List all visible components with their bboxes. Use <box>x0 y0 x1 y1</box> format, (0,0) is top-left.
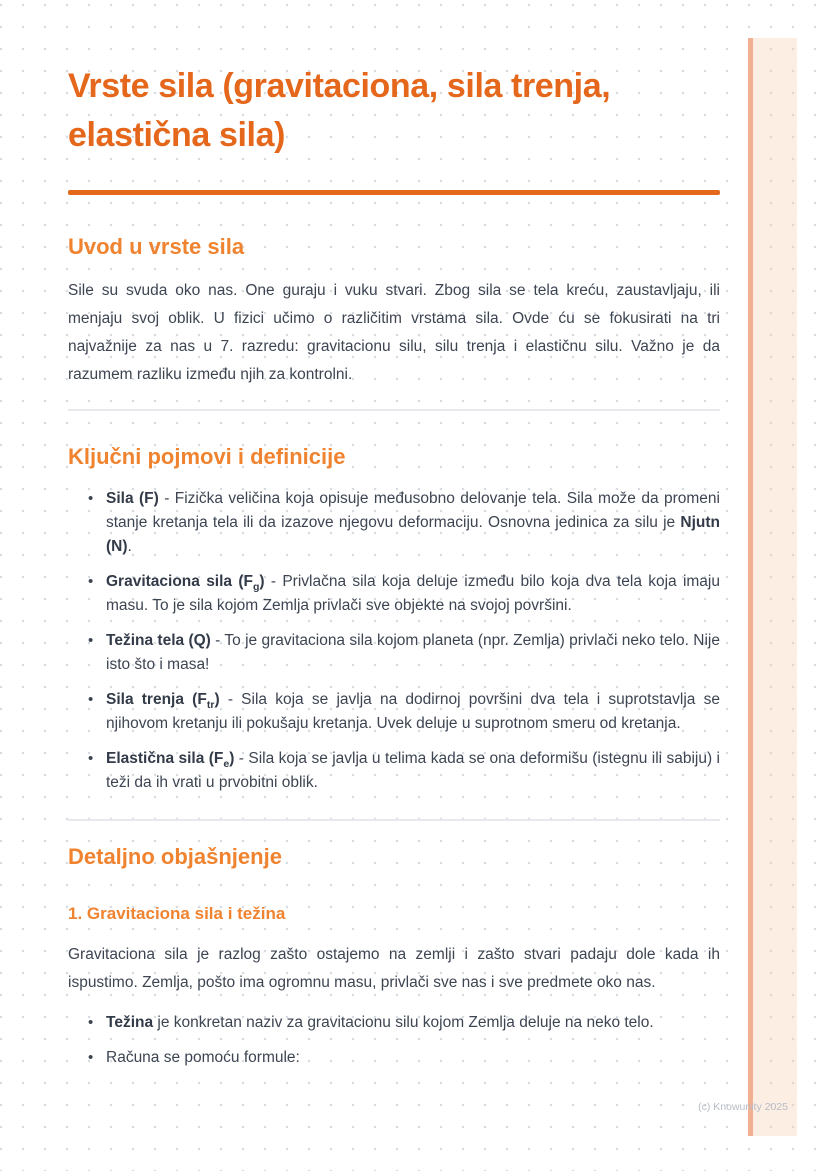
bullet-marker: • <box>88 1014 94 1031</box>
bullet-item <box>88 1046 720 1070</box>
text-segment: Težina tela (Q) <box>106 632 211 649</box>
text-segment: - Sila koja se javlja u telima kada se ona deformišu (istegnu ili sabiju) i teži da ih vrati u prvobitni oblik. <box>106 750 720 791</box>
bullet-marker: • <box>88 750 94 767</box>
paragraph-uvod: Sile su svuda oko nas. One guraju i vuku stvari. Zbog sila se tela kreću, zaustavljaju, ili menjaju svoj oblik. U fizici učimo o različitim vrstama sila. Ovde ću se fokusirati na tri najvažnije za nas u 7. razredu: gravitacionu silu, silu trenja i elastičnu silu. Važno je da razumem razliku između njih za kontrolni. <box>68 282 720 383</box>
subsection-heading-gravitacija: 1. Gravitaciona sila i težina <box>68 904 286 923</box>
text-segment: Računa se pomoću formule: <box>106 1049 300 1066</box>
section-heading-pojmovi: Ključni pojmovi i definicije <box>68 444 346 469</box>
bullet-item <box>88 1011 720 1035</box>
bullet-marker: • <box>88 1049 94 1066</box>
text-segment: - Fizička veličina koja opisuje međusobno delovanje tela. Sila može da promeni stanje kretanja tela ili da izazove njegovu deformaciju. Osnovna jedinica za silu je <box>106 490 720 531</box>
text-segment: . <box>127 538 132 555</box>
section-uvod <box>68 233 720 389</box>
page-title: Vrste sila (gravitaciona, sila trenja, elastična sila) <box>68 67 611 154</box>
bullet-item <box>88 629 720 677</box>
copyright: (c) Knowunity 2025 <box>698 1101 788 1113</box>
bullet-marker: • <box>88 632 94 649</box>
bullet-marker: • <box>88 691 94 708</box>
document-content <box>68 0 720 1081</box>
bullet-item <box>88 487 720 559</box>
bullet-item <box>88 747 720 795</box>
text-segment: ) <box>214 691 220 708</box>
definitions-list <box>68 487 720 795</box>
section-heading-detaljno: Detaljno objašnjenje <box>68 844 282 869</box>
text-segment: Sila trenja (F <box>106 691 207 708</box>
bullet-marker: • <box>88 490 94 507</box>
page-margin-stripe <box>748 38 797 1136</box>
text-segment: - Sila koja se javlja na dodirnoj površini dva tela i suprotstavlja se njihovom kretanju ili pokušaju kretanja. Uvek deluje u suprotnom smeru od kretanja. <box>106 691 720 732</box>
paragraph-gravitacija: Gravitaciona sila je razlog zašto ostajemo na zemlji i zašto stvari padaju dole kada ih ispustimo. Zemlja, pošto ima ogromnu masu, privlači sve nas i sve predmete oko nas. <box>68 946 720 991</box>
subscript-text: e <box>223 758 230 771</box>
bullet-marker: • <box>88 573 94 590</box>
section-heading-uvod: Uvod u vrste sila <box>68 234 245 259</box>
subscript-text: g <box>252 581 260 594</box>
text-segment: je konkretan naziv za gravitacionu silu kojom Zemlja deluje na neko telo. <box>153 1014 654 1031</box>
section-detaljno <box>68 843 720 1070</box>
gravity-notes-list <box>68 1011 720 1070</box>
text-segment: Gravitaciona sila (F <box>106 573 253 590</box>
title-divider <box>68 190 720 195</box>
text-segment: Elastična sila (F <box>106 750 224 767</box>
text-segment: - Privlačna sila koja deluje između bilo koja dva tela koja imaju masu. To je sila kojom Zemlja privlači sve objekte na svojoj površini. <box>106 573 720 614</box>
text-segment: Težina <box>106 1014 154 1031</box>
subscript-text: tr <box>206 699 215 712</box>
section-pojmovi <box>68 443 720 795</box>
text-segment: Njutn (N) <box>106 514 720 555</box>
bullet-item <box>88 570 720 618</box>
section-divider <box>68 819 720 821</box>
text-segment: ) <box>229 750 235 767</box>
section-divider <box>68 409 720 411</box>
text-segment: Sila (F) <box>106 490 159 507</box>
bullet-item <box>88 688 720 736</box>
text-segment: ) <box>259 573 265 590</box>
text-segment: - To je gravitaciona sila kojom planeta (npr. Zemlja) privlači neko telo. Nije isto što i masa! <box>106 632 721 673</box>
